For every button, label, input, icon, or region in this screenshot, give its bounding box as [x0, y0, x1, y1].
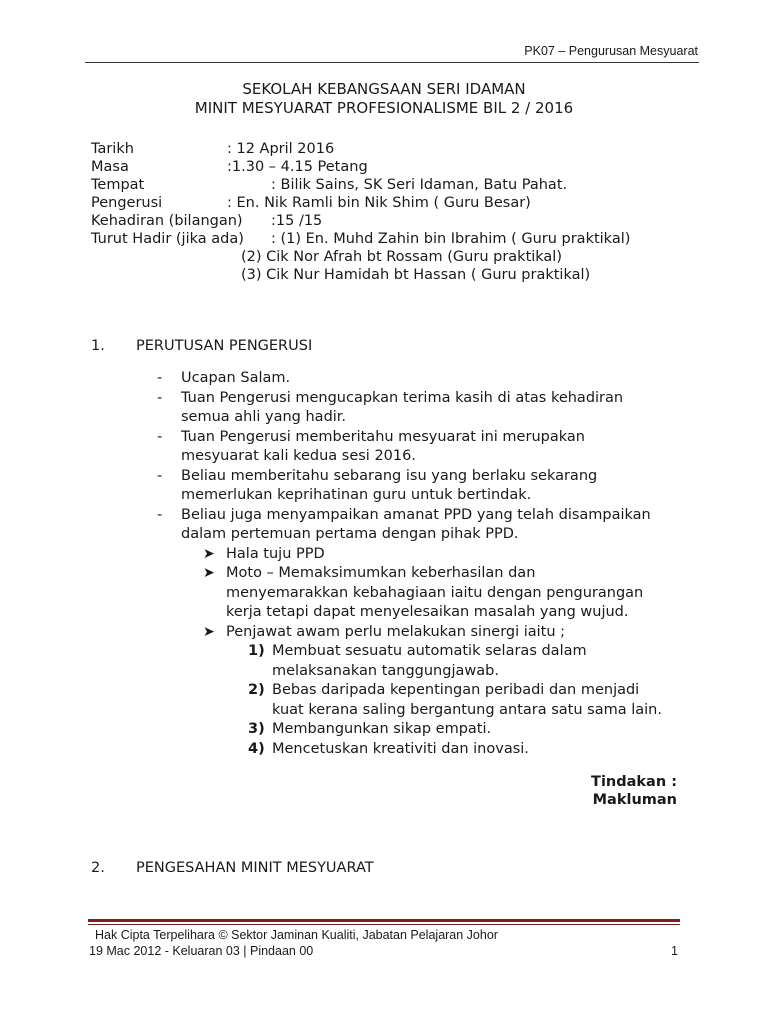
info-tempat-value: : Bilik Sains, SK Seri Idaman, Batu Pahat.	[271, 177, 568, 193]
info-tempat-label: Tempat	[91, 177, 145, 193]
info-tarikh-label: Tarikh	[91, 141, 134, 157]
bullet-item-text: Tuan Pengerusi memberitahu mesyuarat ini merupakan	[181, 428, 585, 445]
arrow-bullet-icon: ➤	[203, 565, 215, 581]
section-1-number: 1.	[91, 338, 105, 354]
info-masa-value: :1.30 – 4.15 Petang	[227, 159, 368, 175]
footer-copyright: Hak Cipta Terpelihara © Sektor Jaminan Kualiti, Jabatan Pelajaran Johor	[95, 928, 498, 942]
arrow-bullet-icon: ➤	[203, 545, 215, 562]
bullet-marker: -	[157, 370, 163, 386]
subpoint-text: Moto – Memaksimumkan keberhasilan dan	[226, 565, 536, 581]
subpoint-text: kerja tetapi dapat menyelesaikan masalah yang wujud.	[226, 604, 629, 620]
numbered-item-text: Bebas daripada kepentingan peribadi dan menjadi	[272, 682, 640, 698]
info-turut-hadir-label: Turut Hadir (jika ada)	[91, 231, 244, 247]
header-rule	[85, 62, 699, 63]
bullet-marker: -	[157, 389, 163, 406]
bullet-item-text: Tuan Pengerusi mengucapkan terima kasih di atas kehadiran	[181, 389, 624, 406]
numbered-item-text: kuat kerana saling bergantung antara satu sama lain.	[272, 701, 662, 718]
subpoint-text: menyemarakkan kebahagiaan iaitu dengan pengurangan	[226, 584, 644, 601]
bullet-item-text: mesyuarat kali kedua sesi 2016.	[181, 448, 416, 464]
info-kehadiran-value: :15 /15	[271, 213, 323, 229]
arrow-bullet-icon: ➤	[203, 623, 215, 640]
bullet-item-text: Beliau juga menyampaikan amanat PPD yang telah disampaikan	[181, 506, 651, 523]
info-kehadiran-label: Kehadiran (bilangan)	[91, 213, 243, 229]
footer-rule-thin	[88, 924, 680, 925]
info-tarikh-value: : 12 April 2016	[227, 141, 335, 157]
tindakan-label: Tindakan :	[591, 774, 677, 790]
info-turut-hadir-value-2: (2) Cik Nor Afrah bt Rossam (Guru praktikal)	[241, 249, 562, 265]
minutes-title: MINIT MESYUARAT PROFESIONALISME BIL 2 / 2016	[194, 99, 574, 117]
bullet-item-text: semua ahli yang hadir.	[181, 409, 347, 425]
section-1-title: PERUTUSAN PENGERUSI	[136, 338, 313, 354]
bullet-marker: -	[157, 467, 163, 484]
bullet-item-text: dalam pertemuan pertama dengan pihak PPD.	[181, 526, 519, 542]
numbered-item-text: Membangunkan sikap empati.	[272, 721, 492, 737]
document-code: PK07 – Pengurusan Mesyuarat	[524, 44, 698, 58]
school-name: SEKOLAH KEBANGSAAN SERI IDAMAN	[242, 80, 526, 98]
subpoint-text: Penjawat awam perlu melakukan sinergi iaitu ;	[226, 623, 566, 640]
info-kehadiran	[91, 213, 323, 229]
info-pengerusi-value: : En. Nik Ramli bin Nik Shim ( Guru Besar)	[227, 195, 531, 211]
info-tempat	[91, 177, 568, 193]
numbered-item-number: 3)	[248, 721, 265, 737]
bullet-item-text: Ucapan Salam.	[181, 370, 291, 386]
info-turut-hadir-value-1: : (1) En. Muhd Zahin bin Ibrahim ( Guru praktikal)	[271, 231, 631, 247]
info-turut-hadir	[91, 231, 631, 247]
section-2-title: PENGESAHAN MINIT MESYUARAT	[136, 860, 374, 876]
footer-rule-thick	[88, 919, 680, 922]
section-2-number: 2.	[91, 860, 105, 876]
info-turut-hadir-value-3: (3) Cik Nur Hamidah bt Hassan ( Guru praktikal)	[241, 267, 591, 283]
numbered-item-number: 1)	[248, 643, 265, 659]
info-masa-label: Masa	[91, 159, 129, 175]
tindakan-value: Makluman	[592, 792, 677, 808]
bullet-marker: -	[157, 428, 163, 445]
info-masa	[91, 159, 368, 175]
numbered-item-text: Mencetuskan kreativiti dan inovasi.	[272, 740, 529, 757]
bullet-item-text: memerlukan keprihatinan guru untuk bertindak.	[181, 487, 532, 503]
bullet-item-text: Beliau memberitahu sebarang isu yang berlaku sekarang	[181, 467, 598, 484]
info-pengerusi-label: Pengerusi	[91, 195, 163, 211]
footer-page-number: 1	[671, 944, 678, 958]
subpoint-text: Hala tuju PPD	[226, 545, 325, 562]
footer-revision: 19 Mac 2012 - Keluaran 03 | Pindaan 00	[89, 944, 314, 958]
bullet-marker: -	[157, 506, 163, 523]
info-tarikh	[91, 141, 335, 157]
numbered-item-number: 4)	[248, 740, 265, 757]
info-pengerusi	[91, 195, 531, 211]
numbered-item-number: 2)	[248, 682, 265, 698]
numbered-item-text: Membuat sesuatu automatik selaras dalam	[272, 643, 587, 659]
numbered-item-text: melaksanakan tanggungjawab.	[272, 662, 499, 679]
